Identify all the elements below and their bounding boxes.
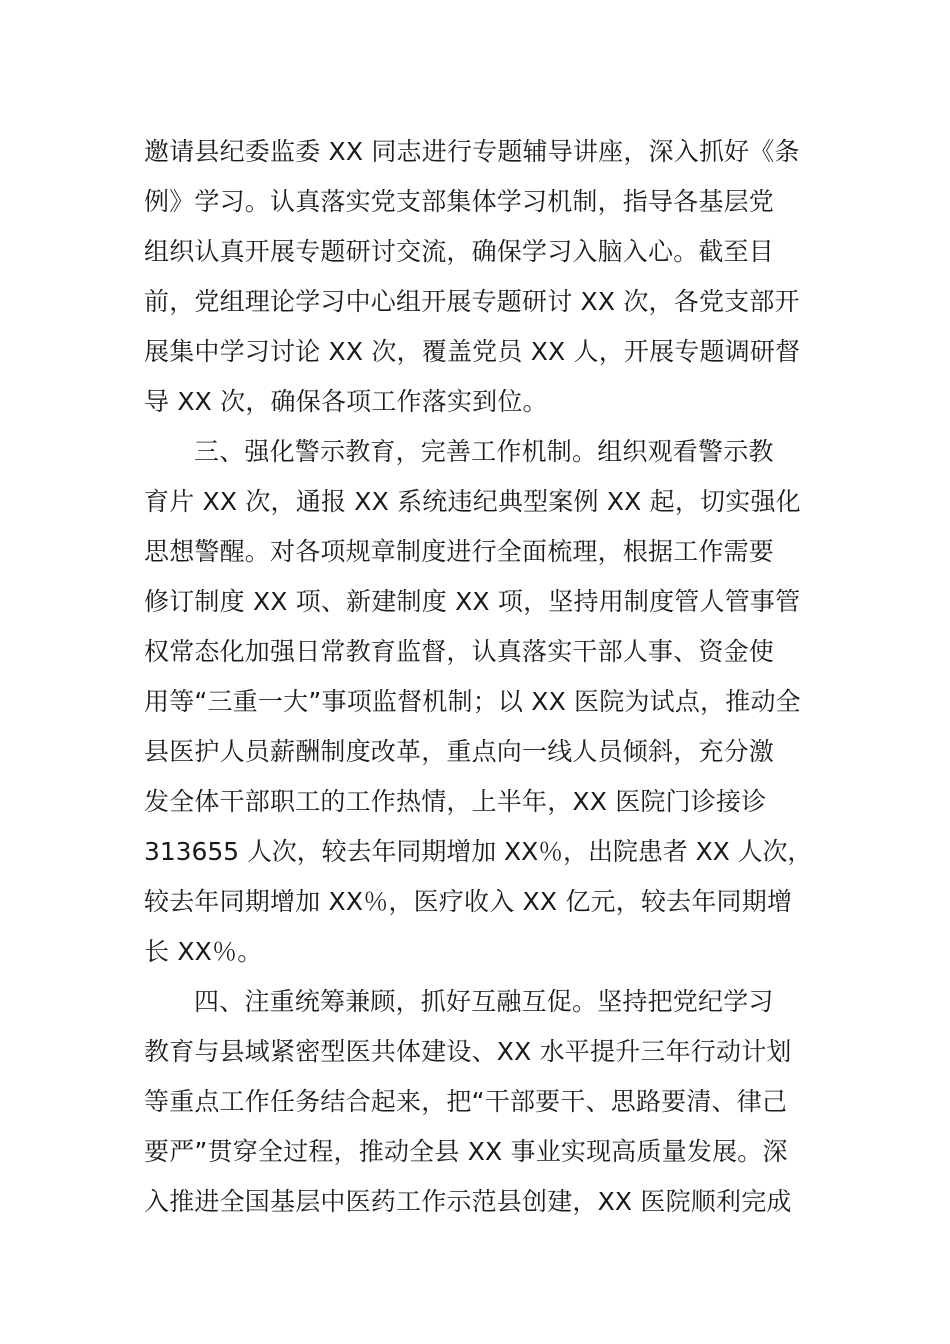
paragraph-line: 展集中学习讨论 XX 次，覆盖党员 XX 人，开展专题调研督 — [144, 337, 801, 366]
paragraph-line: 等重点工作任务结合起来，把“干部要干、思路要清、律己 — [144, 1087, 788, 1116]
paragraph-line: 前，党组理论学习中心组开展专题研讨 XX 次，各党支部开 — [144, 287, 800, 316]
paragraph-line: 用等“三重一大”事项监督机制；以 XX 医院为试点，推动全 — [144, 687, 801, 716]
paragraph-line: 313655 人次，较去年同期增加 XX％，出院患者 XX 人次， — [144, 837, 813, 866]
paragraph-line: 权常态化加强日常教育监督，认真落实干部人事、资金使 — [144, 637, 775, 666]
paragraph-line: 教育与县域紧密型医共体建设、XX 水平提升三年行动计划 — [144, 1037, 792, 1066]
paragraph-line: 例》学习。认真落实党支部集体学习机制，指导各基层党 — [144, 187, 775, 216]
paragraph-line: 县医护人员薪酬制度改革，重点向一线人员倾斜，充分激 — [144, 737, 775, 766]
paragraph-line: 长 XX％。 — [144, 937, 263, 966]
paragraph-line: 邀请县纪委监委 XX 同志进行专题辅导讲座，深入抓好《条 — [144, 137, 800, 166]
paragraph-line: 较去年同期增加 XX％，医疗收入 XX 亿元，较去年同期增 — [144, 887, 793, 916]
section-heading-line: 四、注重统筹兼顾，抓好互融互促。坚持把党纪学习 — [194, 987, 774, 1016]
paragraph-line: 导 XX 次，确保各项工作落实到位。 — [144, 387, 548, 416]
paragraph-line: 入推进全国基层中医药工作示范县创建，XX 医院顺利完成 — [144, 1187, 792, 1216]
paragraph-line: 发全体干部职工的工作热情，上半年，XX 医院门诊接诊 — [144, 787, 767, 816]
paragraph-line: 育片 XX 次，通报 XX 系统违纪典型案例 XX 起，切实强化 — [144, 487, 801, 516]
section-heading-line: 三、强化警示教育，完善工作机制。组织观看警示教 — [194, 437, 774, 466]
paragraph-line: 要严”贯穿全过程，推动全县 XX 事业实现高质量发展。深 — [144, 1137, 788, 1166]
paragraph-line: 组织认真开展专题研讨交流，确保学习入脑入心。截至目 — [144, 237, 775, 266]
paragraph-line: 思想警醒。对各项规章制度进行全面梳理，根据工作需要 — [144, 537, 775, 566]
paragraph-line: 修订制度 XX 项、新建制度 XX 项，坚持用制度管人管事管 — [144, 587, 801, 616]
